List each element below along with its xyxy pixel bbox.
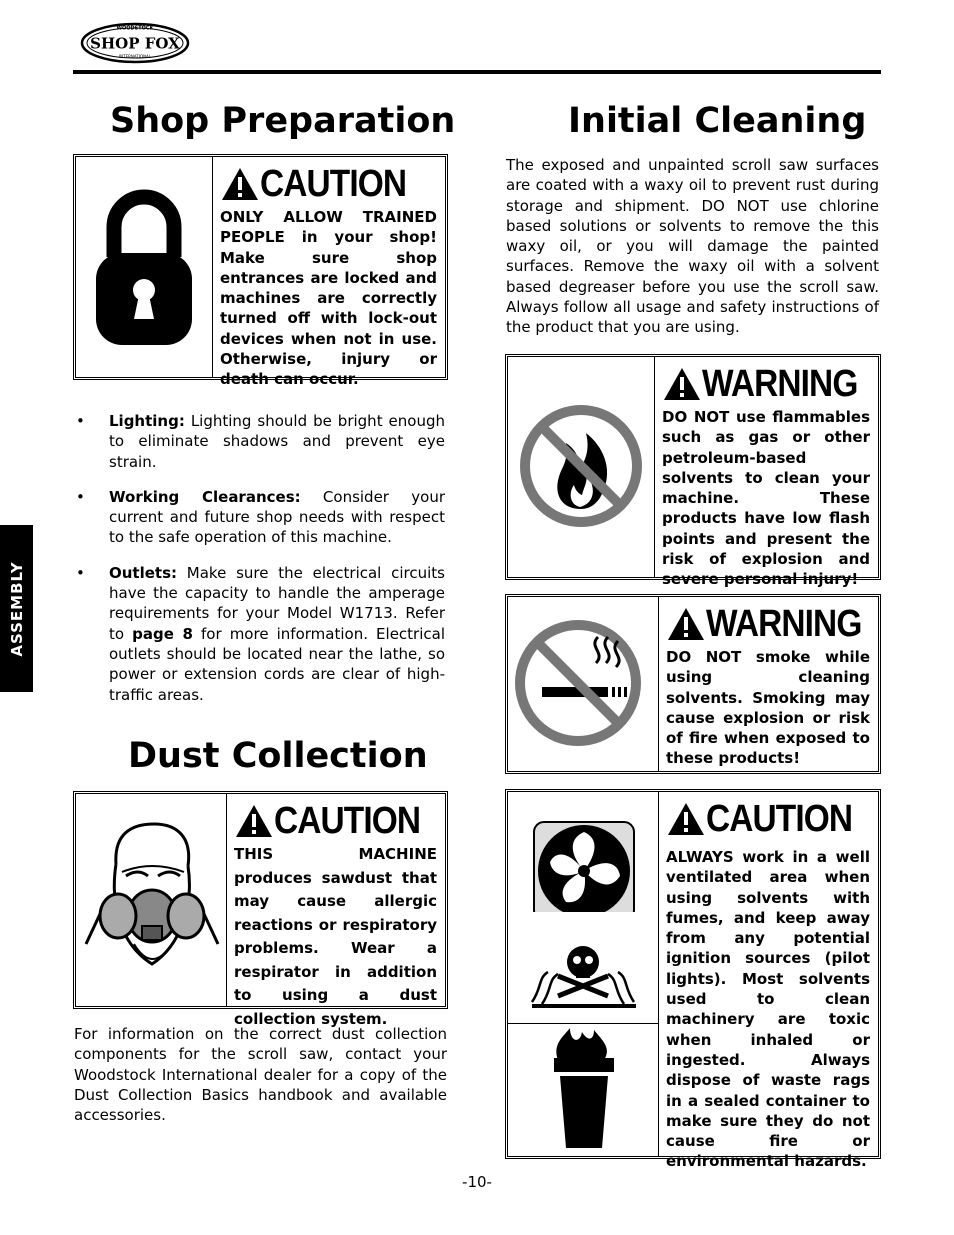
ventilation-caution-box	[505, 789, 881, 1171]
shop-fox-logo	[80, 22, 190, 64]
dust-collection-title: Dust Collection	[128, 736, 428, 776]
dust-caution-text: THIS MACHINE produces sawdust that may cause allergic reactions or respiratory problems. Wear a respirator in addition to using a dust collection system.	[234, 845, 437, 1028]
dust-info-paragraph: For information on the correct dust collection components for the scroll saw, contact your Woodstock International dealer for a copy of the Dust Collection Basics handbook and available accessories.	[74, 1025, 447, 1125]
smoking-warning-text: DO NOT smoke while using cleaning solvents. Smoking may cause explosion or risk of fire when exposed to these products!	[666, 648, 870, 768]
page-reference-link[interactable]: page 8	[132, 624, 193, 643]
alert-triangle-icon	[662, 366, 702, 402]
padlock-icon	[76, 157, 212, 377]
respirator-icon	[76, 794, 226, 1006]
dust-caution-picture	[76, 794, 227, 1006]
bullet-outlets: • Outlets: Make sure the electrical circuits have the capacity to handle the amperage requirements for your Model W1713. Refer to page 8 for more information. Electrical outlets should be located near the lathe, so power or extension cords are clear of high-traffic areas.	[76, 563, 446, 704]
toxic-icon	[508, 932, 658, 1022]
bullet-label: Lighting:	[109, 412, 185, 430]
svg-text:INTERNATIONAL: INTERNATIONAL	[118, 54, 152, 59]
warning-signal	[666, 603, 870, 645]
shop-caution-text-area	[212, 157, 445, 389]
flammables-warning-picture	[508, 357, 655, 577]
alert-triangle-icon	[666, 801, 706, 837]
warning-signal	[662, 363, 870, 405]
shop-caution-box	[73, 154, 448, 389]
bullet-label: Working Clearances:	[109, 487, 301, 506]
ventilation-caution-text: ALWAYS work in a well ventilated area when using solvents with fumes, and keep away from any potential ignition sources (pilot lights). Most solvents used to clean machinery are toxic when inhaled or ingested. Always dispose of waste rags in a sealed container to make sure they do not cause fire or environmental hazards.	[666, 848, 870, 1171]
dust-caution-text-area	[226, 794, 445, 1028]
ventilation-caution-pictures	[508, 792, 659, 1156]
caution-word: CAUTION	[260, 163, 407, 205]
section-tab	[0, 525, 33, 692]
shop-preparation-title: Shop Preparation	[110, 101, 456, 141]
no-flame-icon	[508, 357, 654, 577]
alert-triangle-icon	[234, 803, 274, 839]
warning-word: WARNING	[706, 603, 862, 645]
smoking-warning-text-area	[658, 597, 878, 771]
bullet-lighting: • Lighting: Lighting should be bright enough to eliminate shadows and prevent eye strain.	[76, 412, 445, 471]
bullet-text: Consider your current and future shop needs with respect to the safe operation of this machine.	[109, 487, 445, 547]
dust-caution-box	[73, 791, 448, 1028]
section-tab-label: ASSEMBLY	[7, 560, 26, 657]
smoking-warning-picture	[508, 597, 659, 771]
no-smoking-icon	[508, 597, 658, 771]
flammables-warning-text-area	[654, 357, 878, 589]
caution-signal	[234, 800, 437, 842]
warning-word: WARNING	[702, 363, 858, 405]
alert-triangle-icon	[666, 606, 706, 642]
caution-signal	[666, 798, 870, 840]
ventilation-caution-text-area	[658, 792, 878, 1171]
bullet-text: for more information. Electrical outlets should be located near the lathe, so power or extension cords are clear of high-traffic areas.	[109, 624, 446, 704]
header-rule	[73, 70, 881, 74]
shop-caution-picture	[76, 157, 213, 377]
svg-text:SHOP FOX: SHOP FOX	[90, 34, 180, 53]
caution-signal	[220, 163, 437, 205]
bullet-working-clearances: • Working Clearances: Consider your current and future shop needs with respect to the safe operation of this machine.	[76, 487, 445, 547]
fan-icon	[508, 792, 658, 912]
shop-caution-text: ONLY ALLOW TRAINED PEOPLE in your shop! Make sure shop entrances are locked and machines are correctly turned off with lock-out devices when not in use. Otherwise, injury or death can occur.	[220, 208, 437, 389]
initial-cleaning-title: Initial Cleaning	[568, 101, 867, 141]
svg-text:WOODSTOCK: WOODSTOCK	[116, 25, 154, 32]
bullet-text: Lighting should be bright enough to eliminate shadows and prevent eye strain.	[109, 412, 445, 471]
bullet-label: Outlets:	[109, 563, 178, 582]
shop-prep-bullet-list	[74, 411, 445, 720]
flammables-warning-text: DO NOT use flammables such as gas or other petroleum-based solvents to clean your machine. These products have low flash points and present the risk of explosion and severe personal injury!	[662, 408, 870, 589]
bullet-text: Make sure the electrical circuits have the capacity to handle the amperage requirements for your Model W1713. Refer to	[109, 563, 445, 643]
caution-word: CAUTION	[274, 800, 421, 842]
page-number: -10-	[462, 1173, 492, 1191]
cleaning-intro-paragraph: The exposed and unpainted scroll saw surfaces are coated with a waxy oil to prevent rust during storage and shipment. DO NOT use chlorine based solutions or solvents to remove the this waxy oil, or you will damage the painted surfaces. Remove the waxy oil with a solvent based degreaser before you use the scroll saw. Always follow all usage and safety instructions of the product that you are using.	[506, 156, 879, 337]
flammables-warning-box	[505, 354, 881, 589]
caution-word: CAUTION	[706, 798, 853, 840]
alert-triangle-icon	[220, 166, 260, 202]
smoking-warning-box	[505, 594, 881, 774]
trash-can-fire-icon	[508, 1024, 658, 1156]
